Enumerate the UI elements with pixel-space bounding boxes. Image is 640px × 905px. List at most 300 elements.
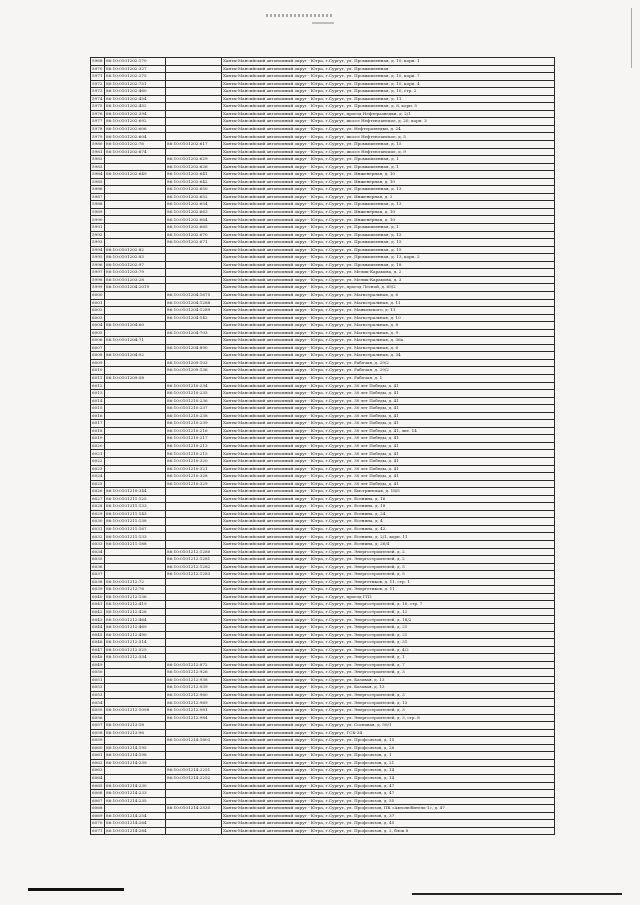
address-cell: [222, 397, 555, 405]
row-number-cell: 5994: [91, 246, 105, 254]
row-number-cell: 6009: [91, 359, 105, 367]
table-row: [91, 329, 555, 337]
table-row: [91, 231, 555, 239]
row-number-cell: 6022: [91, 457, 105, 465]
building-cadastral-cell: 86:10:0101212:969: [166, 699, 222, 707]
building-cadastral-cell: [166, 269, 222, 277]
building-cadastral-cell: 86:10:0101210:216: [166, 427, 222, 435]
building-cadastral-cell: [166, 518, 222, 526]
address-detail: ул. Профсоюзов, д. 14: [346, 767, 395, 773]
address-prefix: Ханты-Мансийский автономный округ - Югра, г.Сургут,: [223, 473, 347, 479]
table-row: [91, 88, 555, 96]
table-row: [91, 201, 555, 209]
address-prefix: Ханты-Мансийский автономный округ - Югра, г.Сургут,: [223, 292, 347, 298]
table-row: [91, 616, 555, 624]
row-number-cell: 6039: [91, 586, 105, 594]
table-row: [91, 141, 555, 149]
building-cadastral-cell: 86:10:0101214:2535: [166, 805, 222, 813]
address-detail: ул. Энергостроителей, д. 7: [346, 661, 405, 667]
building-cadastral-cell: [166, 578, 222, 586]
address-cell: [222, 261, 555, 269]
land-cadastral-cell: 86:10:0101212:464: [105, 616, 166, 624]
address-cell: [222, 820, 555, 828]
address-cell: [222, 148, 555, 156]
land-cadastral-cell: 86:10:0101214:195: [105, 744, 166, 752]
land-cadastral-cell: [105, 314, 166, 322]
land-cadastral-cell: [105, 208, 166, 216]
table-row: [91, 95, 555, 103]
table-row: [91, 307, 555, 315]
address-cell: [222, 359, 555, 367]
address-prefix: Ханты-Мансийский автономный округ - Югра, г.Сургут,: [223, 541, 347, 547]
row-number-cell: 5987: [91, 193, 105, 201]
register-table-body: [91, 58, 555, 835]
address-cell: [222, 216, 555, 224]
row-number-cell: 5972: [91, 80, 105, 88]
address-cell: [222, 805, 555, 813]
row-number-cell: 6057: [91, 722, 105, 730]
address-cell: [222, 586, 555, 594]
address-detail: проезд ГПЗ: [346, 593, 372, 599]
address-detail: ул. 30 лет Победы, д. 41: [346, 473, 399, 479]
address-prefix: Ханты-Мансийский автономный округ - Югра, г.Сургут,: [223, 593, 347, 599]
table-row: [91, 820, 555, 828]
land-cadastral-cell: [105, 571, 166, 579]
land-cadastral-cell: [105, 224, 166, 232]
building-cadastral-cell: [166, 88, 222, 96]
building-cadastral-cell: [166, 744, 222, 752]
land-cadastral-cell: 86:10:0101212:72: [105, 578, 166, 586]
address-detail: ул. 30 лет Победы, д. 41: [346, 450, 399, 456]
address-cell: [222, 156, 555, 164]
address-prefix: Ханты-Мансийский автономный округ - Югра, г.Сургут,: [223, 548, 347, 554]
land-cadastral-cell: [105, 465, 166, 473]
address-cell: [222, 525, 555, 533]
address-detail: ул. Базовая, д. 13: [346, 676, 385, 682]
address-prefix: Ханты-Мансийский автономный округ - Югра, г.Сургут,: [223, 118, 347, 124]
row-number-cell: 6056: [91, 714, 105, 722]
table-row: [91, 752, 555, 760]
address-prefix: Ханты-Мансийский автономный округ - Югра, г.Сургут,: [223, 790, 347, 796]
land-cadastral-cell: 86:10:0101212:490: [105, 631, 166, 639]
address-prefix: Ханты-Мансийский автономный округ - Югра, г.Сургут,: [223, 684, 347, 690]
building-cadastral-cell: [166, 337, 222, 345]
address-prefix: Ханты-Мансийский автономный округ - Югра, г.Сургут,: [223, 722, 347, 728]
row-number-cell: 5995: [91, 254, 105, 262]
address-cell: [222, 382, 555, 390]
land-cadastral-cell: [105, 450, 166, 458]
address-cell: [222, 420, 555, 428]
address-prefix: Ханты-Мансийский автономный округ - Югра, г.Сургут,: [223, 405, 347, 411]
table-row: [91, 601, 555, 609]
address-prefix: Ханты-Мансийский автономный округ - Югра, г.Сургут,: [223, 261, 347, 267]
address-cell: [222, 435, 555, 443]
row-number-cell: 5980: [91, 141, 105, 149]
table-row: [91, 631, 555, 639]
address-cell: [222, 782, 555, 790]
address-prefix: Ханты-Мансийский автономный округ - Югра, г.Сургут,: [223, 503, 347, 509]
address-detail: ул. 30 лет Победы, д. 41: [346, 397, 399, 403]
land-cadastral-cell: 86:10:0101212:469: [105, 624, 166, 632]
table-row: [91, 337, 555, 345]
row-number-cell: 6053: [91, 691, 105, 699]
building-cadastral-cell: [166, 654, 222, 662]
building-cadastral-cell: 86:10:0101214:1803: [166, 737, 222, 745]
address-cell: [222, 58, 555, 66]
land-cadastral-cell: 86:10:0101214:233: [105, 790, 166, 798]
building-cadastral-cell: [166, 820, 222, 828]
land-cadastral-cell: 86:10:0101214:284: [105, 827, 166, 835]
address-detail: ул. Профсоюзов, д. 47: [346, 782, 395, 788]
address-prefix: Ханты-Мансийский автономный округ - Югра, г.Сургут,: [223, 412, 347, 418]
address-detail: ул. Промышленная, д. 11: [346, 95, 402, 101]
table-row: [91, 133, 555, 141]
building-cadastral-cell: 86:10:0101212:984: [166, 714, 222, 722]
row-number-cell: 6040: [91, 593, 105, 601]
address-prefix: Ханты-Мансийский автономный округ - Югра, г.Сургут,: [223, 571, 347, 577]
table-row: [91, 427, 555, 435]
building-cadastral-cell: 86:10:0101204:890: [166, 344, 222, 352]
land-cadastral-cell: 86:10:0101204:2019: [105, 284, 166, 292]
address-prefix: Ханты-Мансийский автономный округ - Югра, г.Сургут,: [223, 329, 347, 335]
land-cadastral-cell: [105, 427, 166, 435]
address-cell: [222, 171, 555, 179]
row-number-cell: 6068: [91, 805, 105, 813]
row-number-cell: 6024: [91, 473, 105, 481]
address-cell: [222, 616, 555, 624]
address-prefix: Ханты-Мансийский автономный округ - Югра, г.Сургут,: [223, 73, 347, 79]
land-cadastral-cell: [105, 344, 166, 352]
address-detail: ул. Инженерная, д. 10: [346, 209, 396, 214]
address-prefix: Ханты-Мансийский автономный округ - Югра, г.Сургут,: [223, 714, 347, 720]
address-prefix: Ханты-Мансийский автономный округ - Югра, г.Сургут,: [223, 88, 347, 94]
row-number-cell: 6069: [91, 812, 105, 820]
row-number-cell: 5970: [91, 65, 105, 73]
address-cell: [222, 344, 555, 352]
address-detail: ул. Есенина, д. 26/4: [346, 541, 390, 547]
address-prefix: Ханты-Мансийский автономный округ - Югра, г.Сургут,: [223, 699, 347, 705]
land-cadastral-cell: [105, 691, 166, 699]
row-number-cell: 6020: [91, 442, 105, 450]
table-row: [91, 314, 555, 322]
address-cell: [222, 299, 555, 307]
address-detail: ул. Магистральная, д. 34: [346, 352, 401, 358]
address-cell: [222, 624, 555, 632]
address-cell: [222, 239, 555, 247]
address-prefix: Ханты-Мансийский автономный округ - Югра, г.Сургут,: [223, 442, 347, 448]
building-cadastral-cell: [166, 593, 222, 601]
land-cadastral-cell: 86:10:0101214:230: [105, 782, 166, 790]
address-cell: [222, 714, 555, 722]
address-detail: ул. Профсоюзов, д. 26: [346, 744, 395, 750]
building-cadastral-cell: 86:10:0101202:671: [166, 239, 222, 247]
land-cadastral-cell: 86:10:0101214:264: [105, 820, 166, 828]
address-cell: [222, 231, 555, 239]
building-cadastral-cell: 86:10:0101202:642: [166, 178, 222, 186]
table-row: [91, 473, 555, 481]
scan-artifact: [266, 14, 332, 17]
building-cadastral-cell: [166, 624, 222, 632]
address-cell: [222, 737, 555, 745]
address-detail: ГСК-34: [346, 729, 363, 735]
address-detail: ул. Промышленная, д. 13: [346, 231, 402, 237]
row-number-cell: 6029: [91, 510, 105, 518]
land-cadastral-cell: 86:10:0101202:97: [105, 261, 166, 269]
address-cell: [222, 208, 555, 216]
address-prefix: Ханты-Мансийский автономный округ - Югра, г.Сургут,: [223, 495, 347, 501]
address-prefix: Ханты-Мансийский автономный округ - Югра, г.Сургут,: [223, 201, 347, 207]
row-number-cell: 5976: [91, 110, 105, 118]
address-prefix: Ханты-Мансийский автономный округ - Югра, г.Сургут,: [223, 465, 347, 471]
land-cadastral-cell: [105, 676, 166, 684]
address-prefix: Ханты-Мансийский автономный округ - Югра, г.Сургут,: [223, 556, 347, 562]
table-row: [91, 118, 555, 126]
table-row: [91, 563, 555, 571]
table-row: [91, 299, 555, 307]
land-cadastral-cell: 86:10:0101202:604: [105, 133, 166, 141]
table-row: [91, 480, 555, 488]
row-number-cell: 5998: [91, 276, 105, 284]
address-detail: ул. Промышленная, д. 18: [346, 261, 402, 267]
address-cell: [222, 480, 555, 488]
land-cadastral-cell: [105, 435, 166, 443]
land-cadastral-cell: [105, 359, 166, 367]
row-number-cell: 5989: [91, 208, 105, 216]
address-detail: ул. Магистральная, д. 8: [346, 322, 399, 328]
table-row: [91, 774, 555, 782]
address-detail: ул. Профсоюзов, д. 15: [346, 737, 395, 743]
address-detail: ул. 30 лет Победы, д. 41: [346, 442, 399, 448]
building-cadastral-cell: [166, 80, 222, 88]
land-cadastral-cell: [105, 714, 166, 722]
land-cadastral-cell: [105, 774, 166, 782]
land-cadastral-cell: [105, 442, 166, 450]
address-cell: [222, 284, 555, 292]
address-cell: [222, 767, 555, 775]
building-cadastral-cell: [166, 133, 222, 141]
land-cadastral-cell: [105, 737, 166, 745]
land-cadastral-cell: 86:10:0101202:454: [105, 95, 166, 103]
address-detail: ул. 30 лет Победы, д. 41: [346, 435, 399, 441]
address-cell: [222, 307, 555, 315]
row-number-cell: 6045: [91, 631, 105, 639]
table-row: [91, 586, 555, 594]
row-number-cell: 6002: [91, 307, 105, 315]
building-cadastral-cell: [166, 125, 222, 133]
row-number-cell: 6063: [91, 767, 105, 775]
table-row: [91, 548, 555, 556]
land-cadastral-cell: 86:10:0101212:525: [105, 646, 166, 654]
address-prefix: Ханты-Мансийский автономный округ - Югра, г.Сургут,: [223, 125, 347, 131]
building-cadastral-cell: 86:10:0101202:654: [166, 201, 222, 209]
row-number-cell: 6051: [91, 676, 105, 684]
address-cell: [222, 110, 555, 118]
address-detail: ул. Промышленная, д. 13, корп. 2: [346, 254, 420, 260]
land-cadastral-cell: 86:10:0101202:606: [105, 125, 166, 133]
building-cadastral-cell: 86:10:0101202:670: [166, 231, 222, 239]
address-detail: ул. Промышленная, д. 8, корп. 5: [346, 103, 418, 109]
table-row: [91, 691, 555, 699]
address-cell: [222, 314, 555, 322]
row-number-cell: 6006: [91, 337, 105, 345]
table-row: [91, 186, 555, 194]
land-cadastral-cell: [105, 556, 166, 564]
row-number-cell: 6007: [91, 344, 105, 352]
land-cadastral-cell: [105, 193, 166, 201]
address-prefix: Ханты-Мансийский автономный округ - Югра, г.Сургут,: [223, 729, 347, 735]
address-prefix: Ханты-Мансийский автономный округ - Югра, г.Сургут,: [223, 95, 347, 101]
table-row: [91, 435, 555, 443]
address-prefix: Ханты-Мансийский автономный округ - Югра, г.Сургут,: [223, 269, 347, 275]
address-detail: ул. Энергостроителей, д. 5: [346, 571, 405, 577]
building-cadastral-cell: [166, 729, 222, 737]
land-cadastral-cell: 86:10:0101212:428: [105, 608, 166, 616]
address-cell: [222, 676, 555, 684]
address-detail: ул. Энергостроителей, д. 3: [346, 707, 405, 713]
address-cell: [222, 797, 555, 805]
building-cadastral-cell: [166, 488, 222, 496]
building-cadastral-cell: 86:10:0101210:235: [166, 390, 222, 398]
address-prefix: Ханты-Мансийский автономный округ - Югра, г.Сургут,: [223, 692, 347, 697]
row-number-cell: 5992: [91, 231, 105, 239]
address-detail: ул. Энергетиков, д. 11: [346, 586, 395, 592]
address-detail: ул. Профсоюзов, д. 2, блок 8: [346, 827, 409, 833]
row-number-cell: 5985: [91, 178, 105, 186]
scan-artifact: [28, 888, 124, 891]
row-number-cell: 5968: [91, 58, 105, 66]
land-cadastral-cell: 86:10:0101214:235: [105, 797, 166, 805]
row-number-cell: 6003: [91, 314, 105, 322]
land-cadastral-cell: [105, 405, 166, 413]
table-row: [91, 790, 555, 798]
building-cadastral-cell: 86:10:0101202:665: [166, 224, 222, 232]
row-number-cell: 6042: [91, 608, 105, 616]
table-row: [91, 216, 555, 224]
address-cell: [222, 752, 555, 760]
row-number-cell: 6015: [91, 405, 105, 413]
address-prefix: Ханты-Мансийский автономный округ - Югра, г.Сургут,: [223, 397, 347, 403]
table-row: [91, 390, 555, 398]
address-cell: [222, 691, 555, 699]
table-row: [91, 737, 555, 745]
address-prefix: Ханты-Мансийский автономный округ - Югра, г.Сургут,: [223, 767, 347, 773]
row-number-cell: 6071: [91, 827, 105, 835]
land-cadastral-cell: 86:10:0101203:79: [105, 269, 166, 277]
land-cadastral-cell: [105, 767, 166, 775]
address-cell: [222, 178, 555, 186]
address-detail: ул. 30 лет Победы, д. 41, лит. 14: [346, 427, 417, 433]
row-number-cell: 6038: [91, 578, 105, 586]
row-number-cell: 5986: [91, 186, 105, 194]
building-cadastral-cell: 86:10:0101210:321: [166, 465, 222, 473]
address-cell: [222, 510, 555, 518]
address-prefix: Ханты-Мансийский автономный округ - Югра, г.Сургут,: [223, 820, 347, 826]
address-detail: ул. 30 лет Победы, д. 41: [346, 465, 399, 471]
address-prefix: Ханты-Мансийский автономный округ - Югра, г.Сургут,: [223, 246, 347, 252]
table-row: [91, 291, 555, 299]
address-cell: [222, 563, 555, 571]
address-detail: ул. Мелик-Карамова, д. 2: [346, 269, 402, 275]
row-number-cell: 6037: [91, 571, 105, 579]
address-detail: ул. Рабочая, д. 29/2: [346, 359, 389, 365]
address-prefix: Ханты-Мансийский автономный округ - Югра, г.Сургут,: [223, 661, 347, 667]
land-cadastral-cell: 86:10:0101204:60: [105, 322, 166, 330]
address-cell: [222, 473, 555, 481]
table-row: [91, 578, 555, 586]
land-cadastral-cell: 86:10:0101211:133: [105, 503, 166, 511]
building-cadastral-cell: [166, 631, 222, 639]
land-cadastral-cell: 86:10:0101202:82: [105, 246, 166, 254]
table-row: [91, 518, 555, 526]
building-cadastral-cell: [166, 65, 222, 73]
address-cell: [222, 276, 555, 284]
land-cadastral-cell: [105, 299, 166, 307]
address-prefix: Ханты-Мансийский автономный округ - Югра, г.Сургут,: [223, 676, 347, 682]
address-prefix: Ханты-Мансийский автономный округ - Югра, г.Сургут,: [223, 458, 347, 464]
address-detail: ул. Энергостроителей, д. 2: [346, 548, 405, 554]
building-cadastral-cell: 86:10:0101202:650: [166, 186, 222, 194]
address-detail: ул. Энергостроителей, д. 13: [346, 699, 408, 705]
table-row: [91, 654, 555, 662]
address-cell: [222, 193, 555, 201]
table-row: [91, 684, 555, 692]
address-prefix: Ханты-Мансийский автономный округ - Югра, г.Сургут,: [223, 654, 347, 660]
address-prefix: Ханты-Мансийский автономный округ - Югра, г.Сургут,: [223, 382, 347, 388]
address-detail: ул. Энергостроителей, д. 10, стр. 7: [346, 601, 423, 607]
address-cell: [222, 186, 555, 194]
address-prefix: Ханты-Мансийский автономный округ - Югра, г.Сургут,: [223, 797, 347, 803]
land-cadastral-cell: 86:10:0101211:125: [105, 495, 166, 503]
address-cell: [222, 141, 555, 149]
address-prefix: Ханты-Мансийский автономный округ - Югра, г.Сургут,: [223, 586, 347, 592]
land-cadastral-cell: 86:10:0101202:76: [105, 141, 166, 149]
address-cell: [222, 495, 555, 503]
table-row: [91, 510, 555, 518]
row-number-cell: 6064: [91, 774, 105, 782]
land-cadastral-cell: 86:10:0101202:83: [105, 254, 166, 262]
row-number-cell: 6041: [91, 601, 105, 609]
address-prefix: Ханты-Мансийский автономный округ - Югра, г.Сургут,: [223, 163, 347, 169]
building-cadastral-cell: 86:10:0101210:237: [166, 405, 222, 413]
row-number-cell: 6067: [91, 797, 105, 805]
building-cadastral-cell: [166, 284, 222, 292]
building-cadastral-cell: [166, 586, 222, 594]
address-prefix: Ханты-Мансийский автономный округ - Югра, г.Сургут,: [223, 510, 347, 516]
building-cadastral-cell: [166, 525, 222, 533]
table-row: [91, 405, 555, 413]
address-cell: [222, 827, 555, 835]
row-number-cell: 6013: [91, 390, 105, 398]
table-row: [91, 382, 555, 390]
row-number-cell: 6070: [91, 820, 105, 828]
address-cell: [222, 774, 555, 782]
building-cadastral-cell: 86:10:0101210:328: [166, 473, 222, 481]
address-cell: [222, 246, 555, 254]
address-detail: ул. Магистральная, д. 36а: [346, 337, 404, 343]
address-detail: ул. Энергостроителей, д. 31: [346, 639, 408, 645]
address-prefix: Ханты-Мансийский автономный округ - Югра, г.Сургут,: [223, 525, 347, 531]
building-cadastral-cell: [166, 495, 222, 503]
land-cadastral-cell: 86:10:0101212:136: [105, 593, 166, 601]
address-prefix: Ханты-Мансийский автономный округ - Югра, г.Сургут,: [223, 209, 347, 214]
address-detail: ул. Энергостроителей, д. 4/2: [346, 646, 409, 652]
row-number-cell: 6025: [91, 480, 105, 488]
address-detail: ул. Магистральная, д. 10: [346, 314, 401, 320]
building-cadastral-cell: 86:10:0101212:1282: [166, 563, 222, 571]
address-cell: [222, 812, 555, 820]
land-cadastral-cell: 86:10:0101214:198: [105, 752, 166, 760]
land-cadastral-cell: [105, 473, 166, 481]
